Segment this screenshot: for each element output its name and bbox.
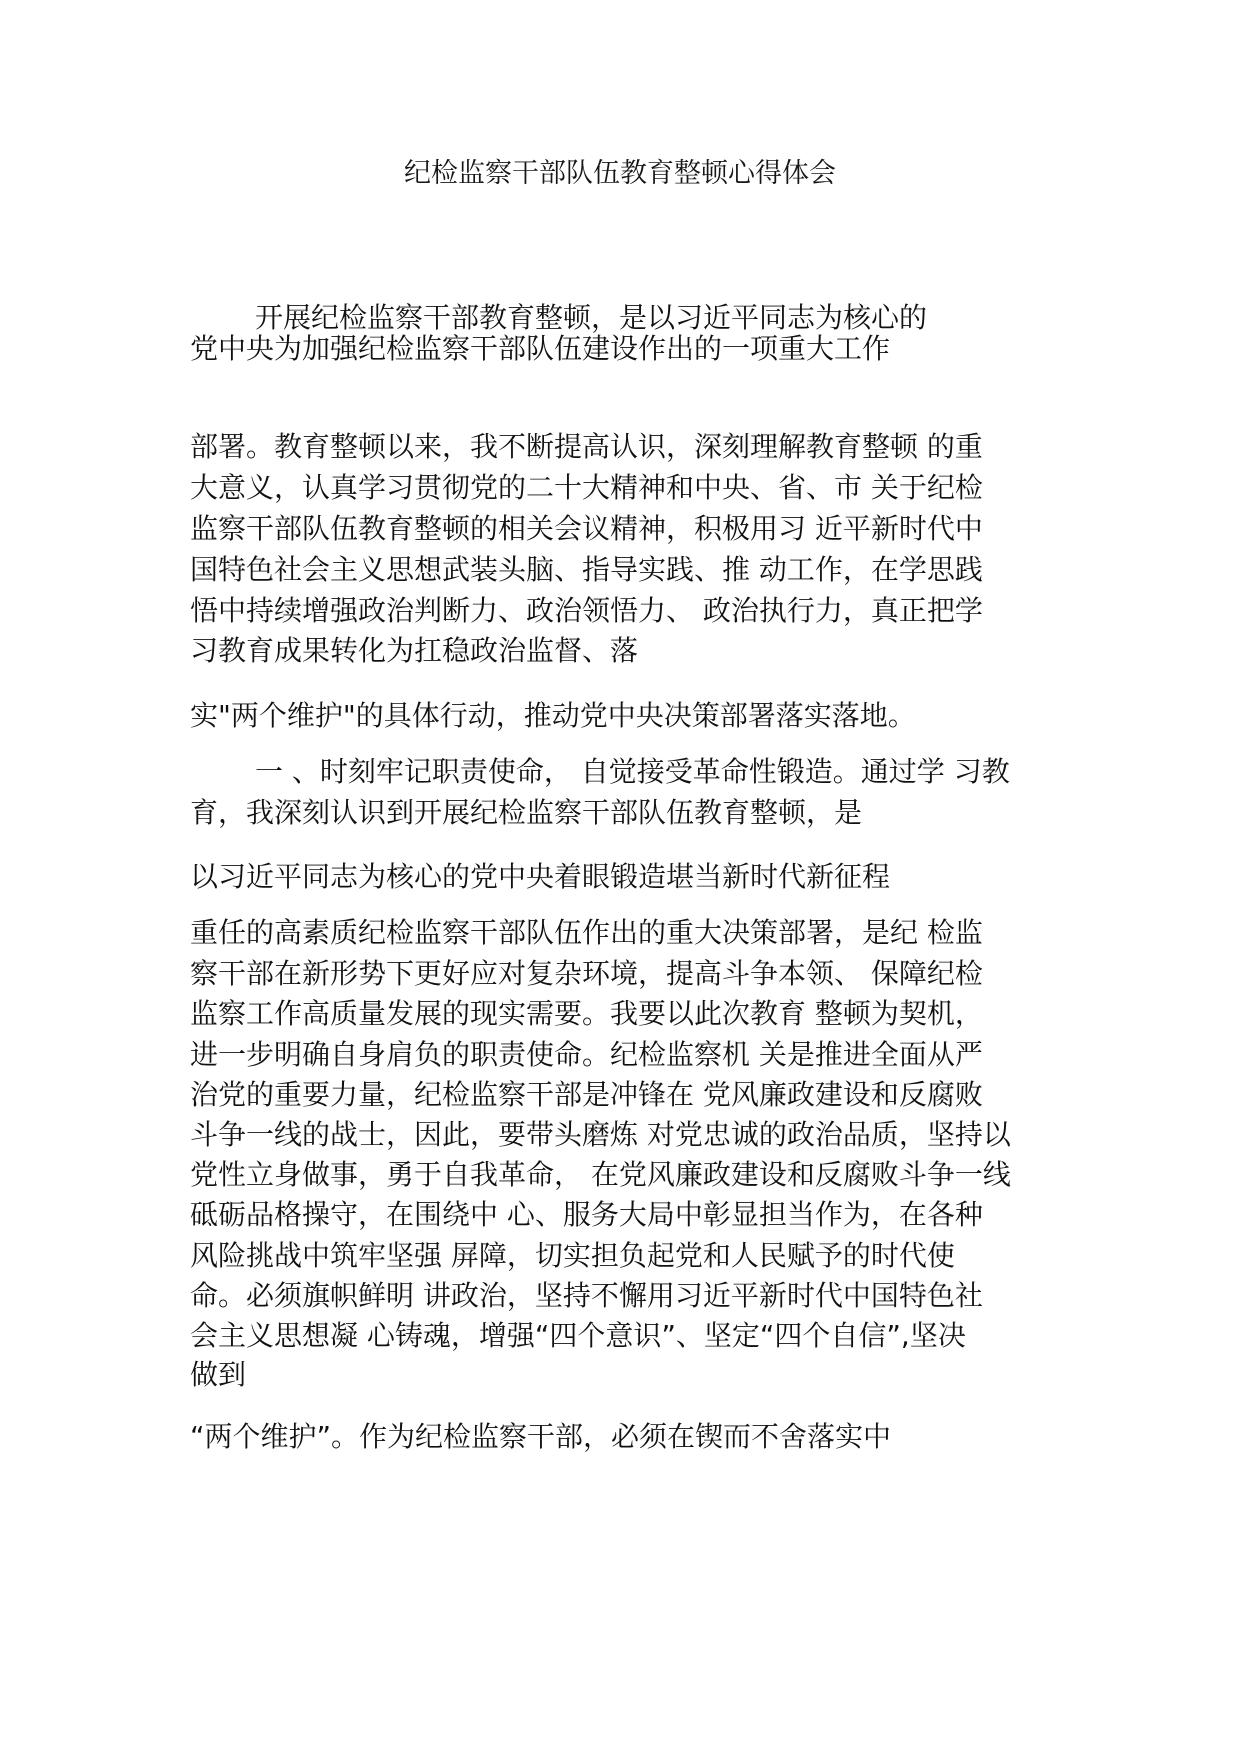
paragraph-line: 悟中持续增强政治判断力、政治领悟力、 政治执行力，真正把学: [190, 594, 983, 627]
paragraph-line: 监察工作高质量发展的现实需要。我要以此次教育 整顿为契机，: [190, 997, 983, 1030]
paragraph-line: 实"两个维护"的具体行动，推动党中央决策部署落实落地。: [190, 699, 916, 732]
paragraph-line: 重任的高素质纪检监察干部队伍作出的重大决策部署，是纪 检监: [190, 916, 983, 949]
paragraph-line: 会主义思想凝 心铸魂，增强“四个意识”、坚定“四个自信”,坚决: [190, 1319, 966, 1352]
paragraph-line: 以习近平同志为核心的党中央着眼锻造堪当新时代新征程: [190, 860, 891, 893]
paragraph-line: 习教育成果转化为扛稳政治监督、落: [190, 634, 639, 667]
paragraph-line: 开展纪检监察干部教育整顿，是以习近平同志为核心的: [255, 301, 928, 334]
paragraph-line: 砥砺品格操守，在围绕中 心、服务大局中彰显担当作为，在各种: [190, 1198, 983, 1231]
paragraph-line: 风险挑战中筑牢坚强 屏障，切实担负起党和人民赋予的时代使: [190, 1239, 955, 1272]
paragraph-line: 国特色社会主义思想武装头脑、指导实践、推 动工作，在学思践: [190, 553, 983, 586]
document-title: 纪检监察干部队伍教育整顿心得体会: [404, 158, 836, 189]
paragraph-line: 进一步明确自身肩负的职责使命。纪检监察机 关是推进全面从严: [190, 1038, 983, 1071]
paragraph-line: 治党的重要力量，纪检监察干部是冲锋在 党风廉政建设和反腐败: [190, 1078, 983, 1111]
paragraph-line: 察干部在新形势下更好应对复杂环境，提高斗争本领、 保障纪检: [190, 957, 983, 990]
paragraph-line: 斗争一线的战士，因此，要带头磨炼 对党忠诚的政治品质，坚持以: [190, 1118, 1011, 1151]
paragraph-line: 党性立身做事，勇于自我革命， 在党风廉政建设和反腐败斗争一线: [190, 1158, 1011, 1191]
paragraph-line: 党中央为加强纪检监察干部队伍建设作出的一项重大工作: [190, 332, 891, 365]
paragraph-line: 命。必须旗帜鲜明 讲政治，坚持不懈用习近平新时代中国特色社: [190, 1279, 983, 1312]
paragraph-line: 一 、时刻牢记职责使命， 自觉接受革命性锻造。通过学 习教: [255, 755, 1010, 788]
paragraph-line: 监察干部队伍教育整顿的相关会议精神，积极用习 近平新时代中: [190, 512, 983, 545]
paragraph-line: 做到: [190, 1358, 247, 1391]
paragraph-line: “两个维护”。作为纪检监察干部，必须在锲而不舍落实中: [190, 1420, 892, 1453]
paragraph-line: 部署。教育整顿以来，我不断提高认识，深刻理解教育整顿 的重: [190, 430, 983, 463]
paragraph-line: 大意义，认真学习贯彻党的二十大精神和中央、省、市 关于纪检: [190, 471, 983, 504]
paragraph-line: 育，我深刻认识到开展纪检监察干部队伍教育整顿，是: [190, 796, 863, 829]
